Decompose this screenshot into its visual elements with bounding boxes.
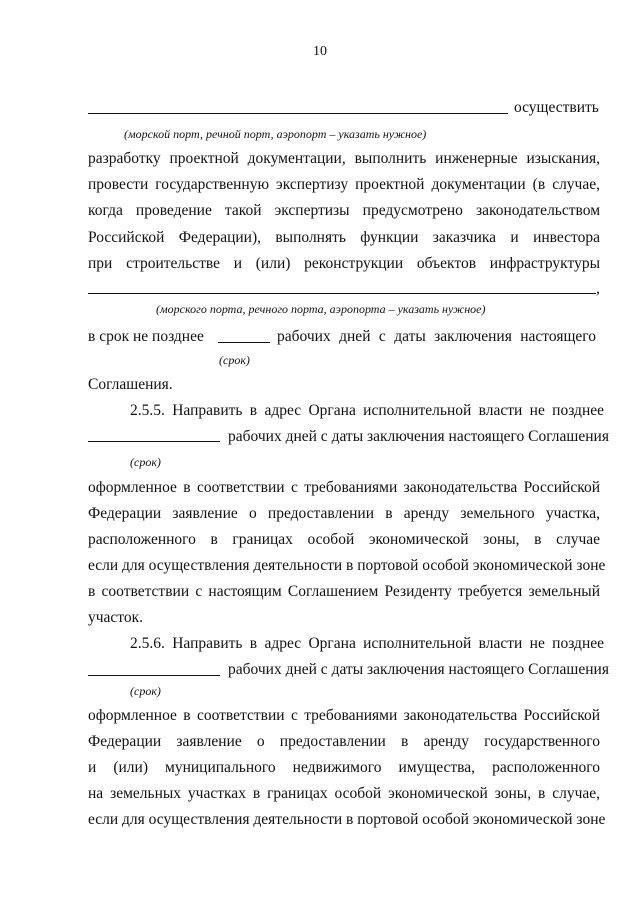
text-line-2: разработку проектной документации, выполнить инженерные изыскания, (88, 150, 600, 167)
paragraph-2-5-6-line-2: Федерации заявление о предоставлении в аренду государственного (88, 733, 600, 750)
paragraph-2-5-6-line-4: на земельных участках в границах особой экономической зоны, в случае, (88, 785, 600, 802)
text-line-8-tail: рабочих дней с даты заключения настоящего (277, 328, 596, 345)
note-term-1: (срок) (219, 353, 250, 367)
paragraph-2-5-6-tail: рабочих дней с даты заключения настоящего Соглашения (228, 661, 609, 678)
text-line-3: провести государственную экспертизу проектной документации (в случае, (88, 176, 600, 193)
note-port-type-2: (морского порта, речного порта, аэропорта – указать нужное) (156, 302, 486, 316)
blank-line-port-2 (88, 293, 596, 294)
blank-term-1 (218, 342, 270, 343)
text-line-1-tail: осуществить (514, 99, 599, 116)
paragraph-2-5-5-tail: рабочих дней с даты заключения настоящего Соглашения (228, 428, 609, 445)
blank-term-3 (88, 675, 220, 676)
paragraph-2-5-6-line-5: если для осуществления деятельности в портовой особой экономической зоне (88, 811, 606, 828)
note-term-2: (срок) (130, 455, 161, 469)
blank-term-2 (88, 441, 220, 442)
text-line-8-head: в срок не позднее (88, 328, 204, 345)
text-line-6: при строительстве и (или) реконструкции объектов инфраструктуры (88, 255, 600, 272)
text-line-4: когда проведение такой экспертизы предусмотрено законодательством (88, 202, 600, 219)
note-port-type-1: (морской порт, речной порт, аэропорт – указать нужное) (124, 127, 427, 141)
paragraph-2-5-6-head: 2.5.6. Направить в адрес Органа исполнительной власти не позднее (130, 635, 604, 652)
text-line-5: Российской Федерации), выполнять функции заказчика и инвестора (88, 229, 600, 246)
page-number: 10 (313, 44, 327, 59)
paragraph-2-5-5-line-6: участок. (88, 609, 144, 626)
paragraph-2-5-6-line-1: оформленное в соответствии с требованиями законодательства Российской (88, 707, 600, 724)
blank-line-port (88, 113, 508, 114)
text-line-9: Соглашения. (88, 376, 173, 393)
paragraph-2-5-6-line-3: и (или) муниципального недвижимого имущества, расположенного (88, 759, 600, 776)
paragraph-2-5-5-line-2: Федерации заявление о предоставлении в аренду земельного участка, (88, 505, 600, 522)
paragraph-2-5-5-line-3: расположенного в границах особой экономической зоны, в случае (88, 531, 600, 548)
text-line-7-tail: , (596, 280, 600, 297)
note-term-3: (срок) (130, 684, 161, 698)
paragraph-2-5-5-line-5: в соответствии с настоящим Соглашением Резиденту требуется земельный (88, 583, 600, 600)
paragraph-2-5-5-line-1: оформленное в соответствии с требованиями законодательства Российской (88, 479, 600, 496)
paragraph-2-5-5-head: 2.5.5. Направить в адрес Органа исполнительной власти не позднее (130, 402, 604, 419)
paragraph-2-5-5-line-4: если для осуществления деятельности в портовой особой экономической зоне (88, 557, 606, 574)
